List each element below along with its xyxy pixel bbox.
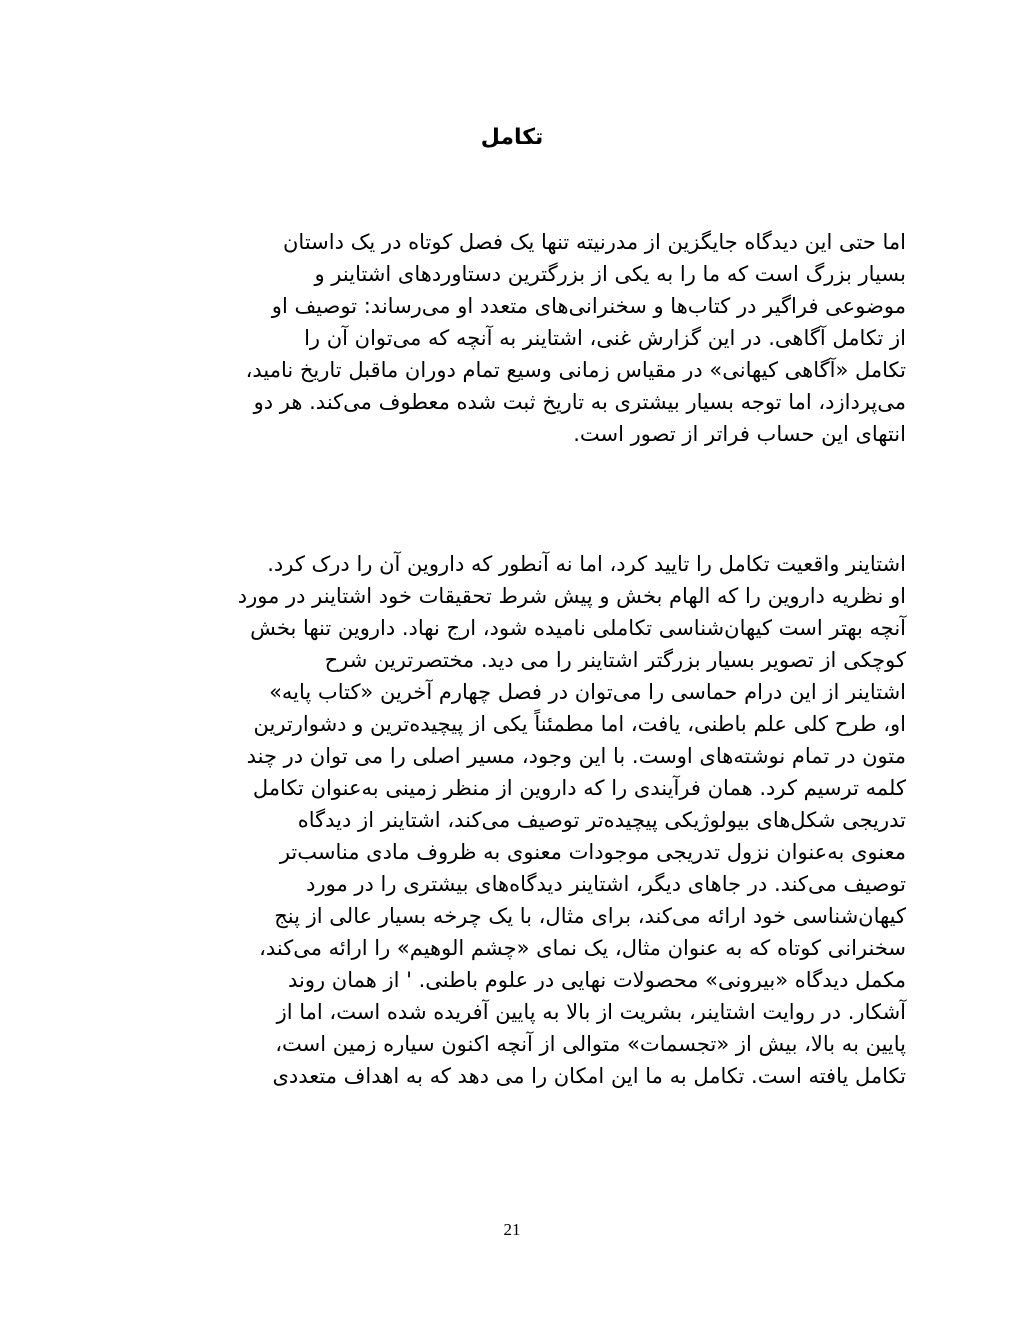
text-line: موضوعی فراگیر در کتاب‌ها و سخنرانی‌های متعدد او می‌رساند: توصیف او (271, 294, 906, 318)
text-line: اشتاینر واقعیت تکامل را تایید کرد، اما نه آنطور که داروین آن را درک کرد. (267, 552, 906, 576)
text-line: کوچکی از تصویر بسیار بزرگتر اشتاینر را می دید. مختصرترین شرح (324, 648, 906, 672)
text-line: متون در تمام نوشته‌های اوست. با این وجود، مسیر اصلی را می توان در چند (246, 744, 906, 768)
paragraph-2 (116, 548, 906, 1092)
text-line: آنچه بهتر است کیهان‌شناسی تکاملی نامیده شود، ارج نهاد. داروین تنها بخش (250, 616, 906, 640)
text-line: پایین به بالا، بیش از «تجسمات» متوالی از آنچه اکنون سیاره زمین است، (275, 1032, 906, 1056)
text-line: انتهای این حساب فراتر از تصور است. (573, 422, 906, 446)
text-line: او نظریه داروین را که الهام بخش و پیش شرط تحقیقات خود اشتاینر در مورد (237, 584, 906, 608)
text-line: تدریجی شکل‌های بیولوژیکی پیچیده‌تر توصیف می‌کند، اشتاینر از دیدگاه (297, 808, 906, 832)
text-line: اما حتی این دیدگاه جایگزین از مدرنیته تنها یک فصل کوتاه در یک داستان (283, 230, 906, 254)
text-line: سخنرانی کوتاه که به عنوان مثال، یک نمای «چشم الوهیم» را ارائه می‌کند، (259, 936, 906, 960)
text-line: تکامل «آگاهی کیهانی» در مقیاس زمانی وسیع تمام دوران ماقبل تاریخ نامید، (245, 358, 906, 382)
text-line: تکامل یافته است. تکامل به ما این امکان را می دهد که به اهداف متعددی (272, 1064, 906, 1088)
text-line: او، طرح کلی علم باطنی، یافت، اما مطمئناً یکی از پیچیده‌ترین و دشوارترین (253, 712, 906, 736)
text-line: می‌پردازد، اما توجه بسیار بیشتری به تاریخ ثبت شده معطوف می‌کند. هر دو (253, 390, 906, 414)
text-line: مکمل دیدگاه «بیرونی» محصولات نهایی در علوم باطنی. ' از همان روند (287, 968, 906, 992)
text-line: کلمه ترسیم کرد. همان فرآیندی را که داروین از منظر زمینی به‌عنوان تکامل (252, 776, 906, 800)
page-title: تکامل (480, 125, 544, 150)
text-line: بسیار بزرگ است که ما را به یکی از بزرگترین دستاوردهای اشتاینر و (314, 262, 906, 286)
text-line: اشتاینر از این درام حماسی را می‌توان در فصل چهارم آخرین «کتاب پایه» (269, 680, 906, 704)
paragraph-1 (116, 226, 906, 450)
text-line: آشکار. در روایت اشتاینر، بشریت از بالا به پایین آفریده شده است، اما از (276, 1000, 906, 1024)
page-number: 21 (503, 1220, 521, 1239)
text-line: از تکامل آگاهی. در این گزارش غنی، اشتاینر به آنچه که می‌توان آن را (304, 326, 906, 350)
text-line: توصیف می‌کند. در جاهای دیگر، اشتاینر دیدگاه‌های بیشتری را در مورد (306, 872, 906, 896)
text-line: کیهان‌شناسی خود ارائه می‌کند، برای مثال، با یک چرخه بسیار عالی از پنج (274, 904, 906, 928)
text-line: معنوی به‌عنوان نزول تدریجی موجودات معنوی به ظروف مادی مناسب‌تر (279, 840, 906, 864)
